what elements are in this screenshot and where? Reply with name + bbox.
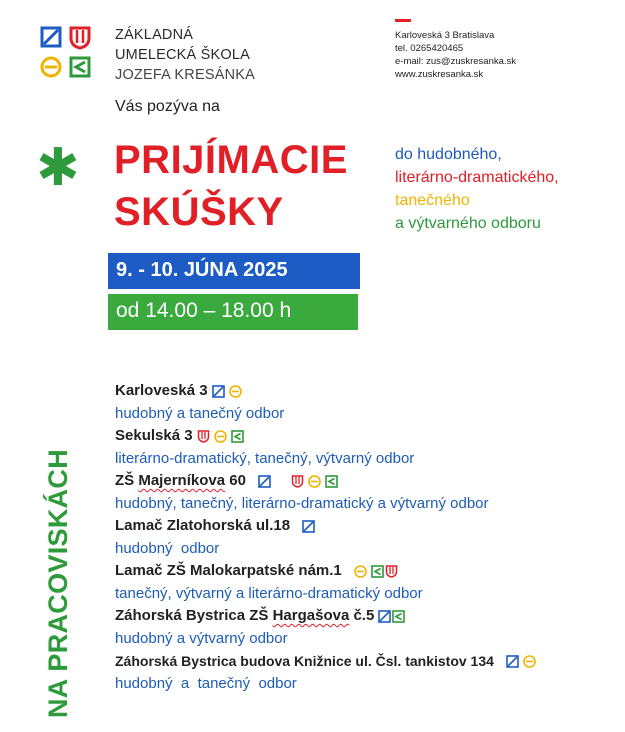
circle-minus-icon xyxy=(523,655,536,668)
list-item xyxy=(115,560,615,605)
circle-minus-icon xyxy=(42,58,60,76)
contact-info xyxy=(395,29,516,81)
school-name-line3: JOZEFA KRESÁNKA xyxy=(115,67,255,83)
location-name-text: Lamač ZŠ Malokarpatské nám.1 xyxy=(115,562,342,579)
school-name xyxy=(115,25,255,85)
location-name-text: Záhorská Bystrica budova Knižnice ul. Čsl. tankistov 134 xyxy=(115,653,494,669)
location-name-text: Lamač Zlatohorská ul.18 xyxy=(115,517,291,534)
department-music: do hudobného, xyxy=(395,146,502,163)
vertical-label: NA PRACOVISKÁCH xyxy=(43,448,73,718)
location-departments: hudobný a výtvarný odbor xyxy=(115,629,288,647)
circle-minus-icon xyxy=(308,475,321,488)
locations-list xyxy=(115,380,615,695)
square-slash-icon xyxy=(258,475,271,488)
date-banner: 9. - 10. JÚNA 2025 xyxy=(108,253,360,289)
square-arrow-icon xyxy=(325,475,338,488)
circle-minus-icon xyxy=(229,385,242,398)
location-name-street: Majerníkova xyxy=(138,472,226,489)
asterisk-icon: ✱ xyxy=(36,138,80,198)
location-name-suffix: 60 xyxy=(225,472,246,489)
contact-email[interactable]: e-mail: zus@zuskresanka.sk xyxy=(395,56,517,67)
location-departments: hudobný a tanečný odbor xyxy=(115,404,285,422)
list-item xyxy=(115,425,615,470)
location-name xyxy=(115,515,615,538)
square-slash-icon xyxy=(378,610,391,623)
location-departments: literárno-dramatický, tanečný, výtvarný odbor xyxy=(115,449,415,467)
location-departments: tanečný, výtvarný a literárno-dramatický odbor xyxy=(115,584,423,602)
list-item xyxy=(115,515,615,560)
list-item xyxy=(115,605,615,650)
location-name xyxy=(115,470,615,493)
circle-minus-icon xyxy=(214,430,227,443)
title-line1: PRIJÍMACIE xyxy=(114,138,348,182)
shield-icon xyxy=(385,565,398,578)
circle-minus-icon xyxy=(354,565,367,578)
location-departments: hudobný, tanečný, literárno-dramatický a výtvarný odbor xyxy=(115,494,489,512)
list-item xyxy=(115,380,615,425)
location-name-street: Hargašova xyxy=(272,607,350,624)
location-name-prefix: ZŠ xyxy=(115,472,139,489)
shield-icon xyxy=(291,475,304,488)
location-name xyxy=(115,560,615,583)
square-arrow-icon xyxy=(392,610,405,623)
square-slash-icon xyxy=(506,655,519,668)
school-name-line2: UMELECKÁ ŠKOLA xyxy=(115,47,250,63)
location-departments: hudobný a tanečný odbor xyxy=(115,674,297,692)
invite-text: Vás pozýva na xyxy=(115,98,220,115)
location-name xyxy=(115,605,615,628)
list-item xyxy=(115,470,615,515)
square-slash-icon xyxy=(302,520,315,533)
location-name xyxy=(115,650,615,673)
square-arrow-icon xyxy=(231,430,244,443)
contact-phone: tel. 0265420465 xyxy=(395,43,464,54)
contact-accent-bar xyxy=(395,19,411,22)
page-title xyxy=(114,134,348,238)
location-name-text: Karloveská 3 xyxy=(115,382,208,399)
contact-address: Karloveská 3 Bratislava xyxy=(395,30,495,41)
square-slash-icon xyxy=(42,28,60,46)
location-name-prefix: Záhorská Bystrica ZŠ xyxy=(115,607,273,624)
location-name-text: Sekulská 3 xyxy=(115,427,193,444)
department-dance: tanečného xyxy=(395,192,470,209)
shield-icon xyxy=(197,430,210,443)
square-slash-icon xyxy=(212,385,225,398)
departments-list xyxy=(395,143,559,235)
location-name-suffix: č.5 xyxy=(349,607,375,624)
contact-web[interactable]: www.zuskresanka.sk xyxy=(395,69,484,80)
location-name xyxy=(115,380,615,403)
location-departments: hudobný odbor xyxy=(115,539,220,557)
square-arrow-icon xyxy=(71,58,89,76)
title-line2: SKÚŠKY xyxy=(114,190,284,234)
square-arrow-icon xyxy=(371,565,384,578)
location-name xyxy=(115,425,615,448)
school-name-line1: ZÁKLADNÁ xyxy=(115,27,194,43)
school-logo xyxy=(40,26,100,80)
shield-icon xyxy=(71,28,89,48)
department-art: a výtvarného odboru xyxy=(395,215,541,232)
list-item xyxy=(115,650,615,695)
time-banner: od 14.00 – 18.00 h xyxy=(108,294,358,330)
department-drama: literárno-dramatického, xyxy=(395,169,559,186)
